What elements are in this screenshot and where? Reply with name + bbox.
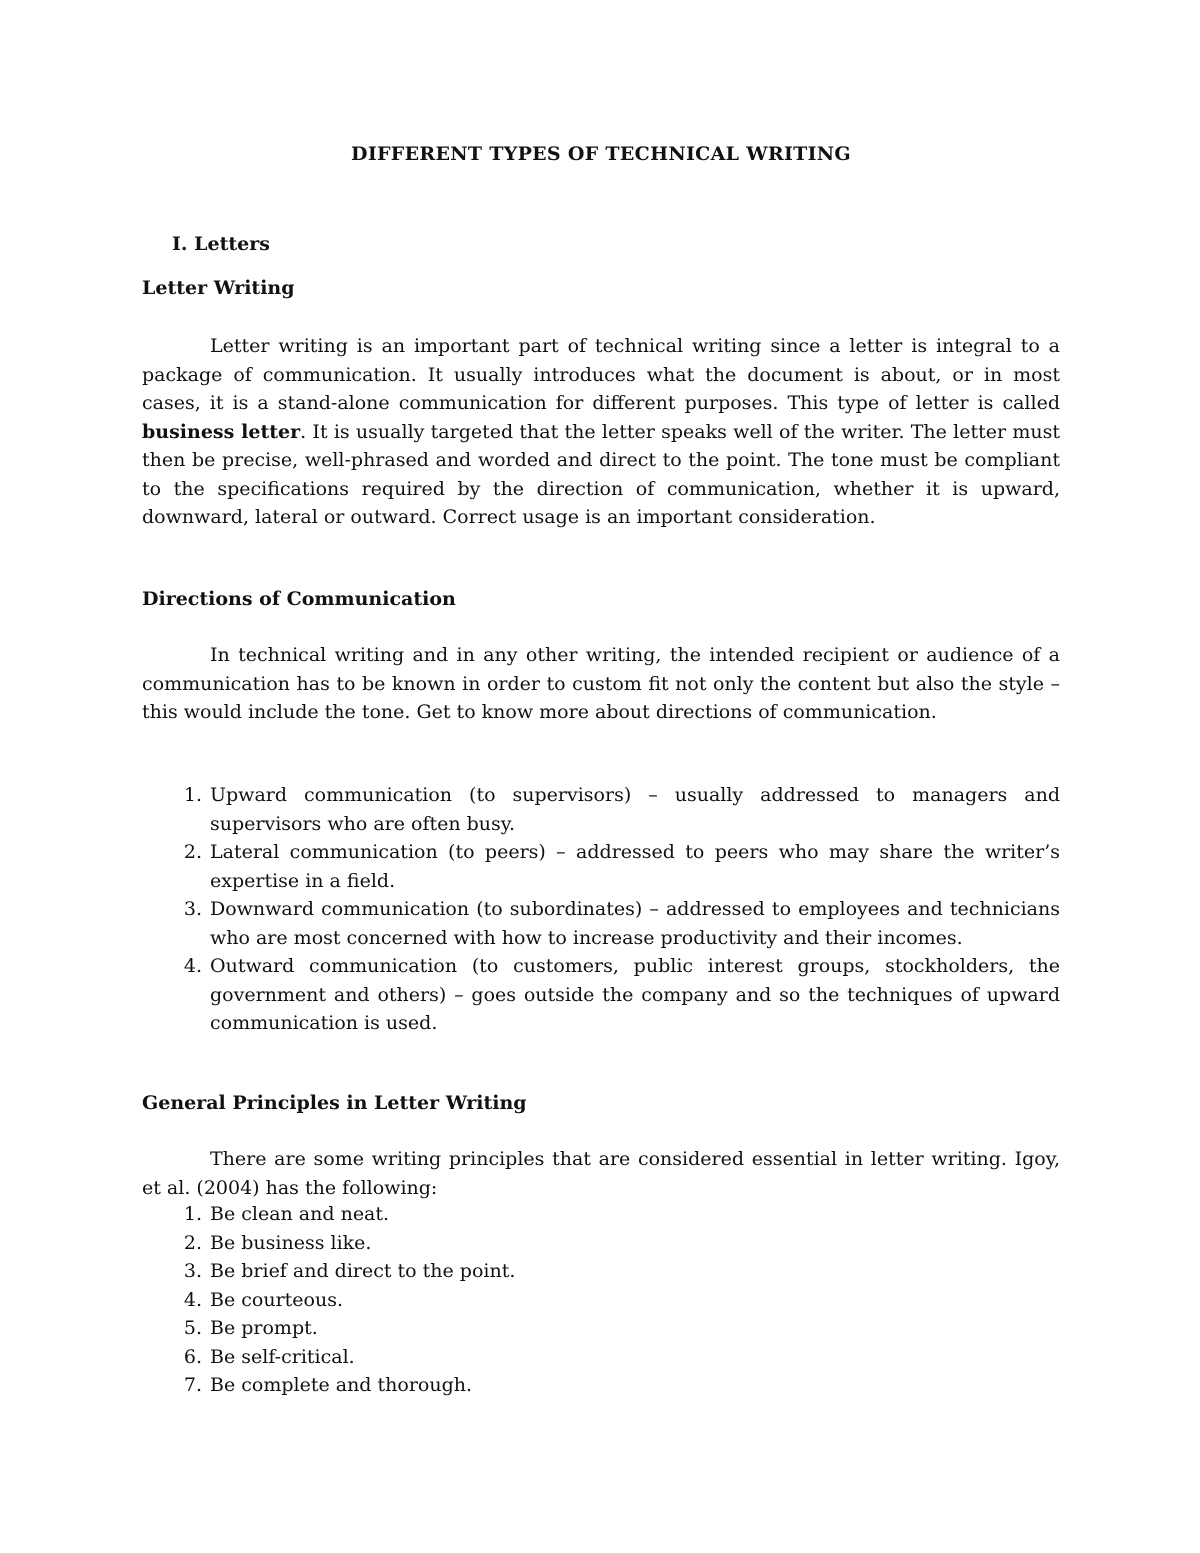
paragraph-directions: In technical writing and in any other writing, the intended recipient or audience of a communication has to be known in order to custom fit not only the content but also the style – this would include the tone. Get to know more about directions of communication.: [142, 644, 1060, 723]
list-item-text: Upward communication (to supervisors) – usually addressed to managers and supervisors who are often busy.: [210, 784, 1060, 835]
list-number: 4.: [183, 955, 202, 977]
list-item: [142, 838, 1060, 895]
list-item: [142, 1314, 1060, 1343]
page-title: DIFFERENT TYPES OF TECHNICAL WRITING: [351, 143, 851, 165]
list-item: [142, 952, 1060, 1038]
list-item-text: Be self-critical.: [210, 1345, 355, 1368]
heading-general-principles: General Principles in Letter Writing: [142, 1092, 527, 1114]
heading-letter-writing: Letter Writing: [142, 277, 295, 299]
list-item-text: Downward communication (to subordinates) – addressed to employees and technicians who are most concerned with how to increase productivity and their incomes.: [210, 898, 1060, 949]
list-item-text: Be complete and thorough.: [210, 1374, 473, 1396]
list-number: 1.: [183, 784, 202, 806]
list-item-text: Be clean and neat.: [210, 1203, 390, 1225]
list-number: 3.: [183, 1260, 202, 1282]
list-item: [142, 1343, 1060, 1372]
list-number: 7.: [183, 1374, 202, 1396]
list-item-text: Be brief and direct to the point.: [210, 1260, 516, 1282]
paragraph-text: Letter writing is an important part of technical writing since a letter is integral to a package of communication. It usually introduces what the document is about, or in most cases, it is a stand-alone communication for different purposes. This type of letter is called: [142, 335, 1060, 414]
list-item-text: Lateral communication (to peers) – addressed to peers who may share the writer’s expertise in a field.: [210, 841, 1060, 892]
paragraph-text: . It is usually targeted that the letter speaks well of the writer. The letter must then be precise, well-phrased and worded and direct to the point. The tone must be compliant to the specifications required by the direction of communication, whether it is upward, downward, lateral or outward. Correct usage is an important consideration.: [142, 420, 1060, 528]
list-item-text: Be courteous.: [210, 1288, 343, 1311]
list-number: 2.: [183, 1231, 202, 1254]
list-item: [142, 781, 1060, 838]
list-item-text: Be prompt.: [210, 1317, 318, 1339]
list-number: 1.: [183, 1203, 202, 1225]
list-number: 2.: [183, 841, 202, 863]
paragraph-principles: There are some writing principles that are considered essential in letter writing. Igoy, et al. (2004) has the following:: [142, 1148, 1060, 1199]
list-item: [142, 1371, 1060, 1400]
heading-directions-of-communication: Directions of Communication: [142, 588, 456, 610]
list-number: 3.: [183, 898, 202, 920]
list-item: [142, 1257, 1060, 1286]
list-item: [142, 1200, 1060, 1229]
list-number: 6.: [183, 1345, 202, 1368]
list-item: [142, 895, 1060, 952]
directions-list: [142, 781, 1060, 1038]
list-item: [142, 1286, 1060, 1315]
list-number: 5.: [183, 1317, 202, 1339]
list-item-text: Outward communication (to customers, public interest groups, stockholders, the government and others) – goes outside the company and so the techniques of upward communication is used.: [210, 955, 1060, 1034]
list-number: 4.: [183, 1288, 202, 1311]
list-item-text: Be business like.: [210, 1231, 372, 1254]
section-heading-letters: I. Letters: [172, 233, 270, 255]
paragraph-letter-writing: [142, 332, 1060, 532]
principles-list: [142, 1200, 1060, 1400]
list-item: [142, 1229, 1060, 1258]
bold-term-business-letter: business letter: [142, 420, 301, 443]
